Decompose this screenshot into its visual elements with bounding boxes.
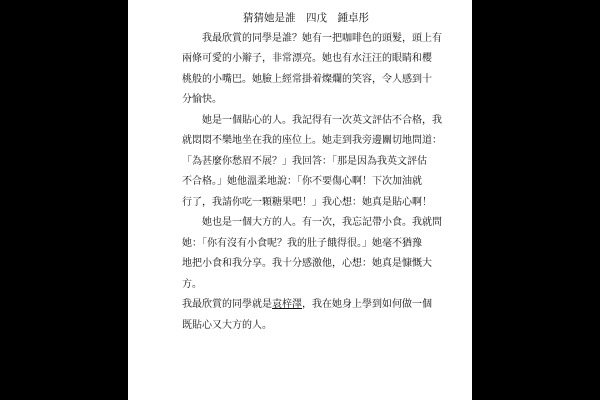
text-line: 她是一個貼心的人。我記得有一次英文評估不合格，我	[202, 114, 442, 126]
text-line: 桃般的小嘴巴。她臉上經常掛着燦爛的笑容，令人感到十	[182, 73, 432, 85]
paragraph-caring	[182, 111, 442, 214]
text-line: 她：「你有沒有小食呢？我的肚子餓得很。」她毫不猶豫	[182, 237, 422, 249]
document-page	[128, 0, 472, 400]
paragraph-conclusion	[182, 295, 430, 336]
text-line: 行了，我請你吃一顆糖果吧！」我心想：她真是貼心啊！	[182, 196, 432, 208]
paragraph-generous	[182, 213, 442, 295]
document-title: 猜猜她是誰 四戊 鍾卓彤	[243, 12, 369, 24]
text-line: 既貼心又大方的人。	[182, 319, 272, 331]
conclusion-tail-text: ，我在她身上學到如何做一個	[302, 299, 432, 310]
text-line	[182, 295, 430, 316]
text-line: 方。	[182, 278, 202, 290]
document-body	[182, 8, 442, 336]
text-line: 兩條可愛的小辮子，非常漂亮。她也有水汪汪的眼睛和櫻	[182, 53, 432, 64]
text-line: 就悶悶不樂地坐在我的座位上。她走到我旁邊關切地問道：	[182, 135, 442, 146]
text-line: 「為甚麼你愁眉不展？」我回答：「那是因為我英文評估	[182, 155, 427, 167]
text-line: 地把小食和我分享。我十分感激他，心想：她真是慷慨大	[182, 258, 432, 269]
paragraph-appearance	[182, 29, 442, 111]
classmate-name: 袁梓澤	[272, 299, 302, 310]
text-line: 我最欣賞的同學是誰？她有一把咖啡色的頭髮，頭上有	[202, 32, 442, 44]
conclusion-lead-text: 我最欣賞的同學就是	[182, 299, 272, 310]
text-line: 分愉快。	[182, 94, 222, 105]
text-line: 她也是一個大方的人。有一次，我忘記帶小食。我就問	[202, 217, 442, 228]
text-line: 不合格。」她他溫柔地說：「你不要傷心啊！下次加油就	[182, 176, 422, 187]
